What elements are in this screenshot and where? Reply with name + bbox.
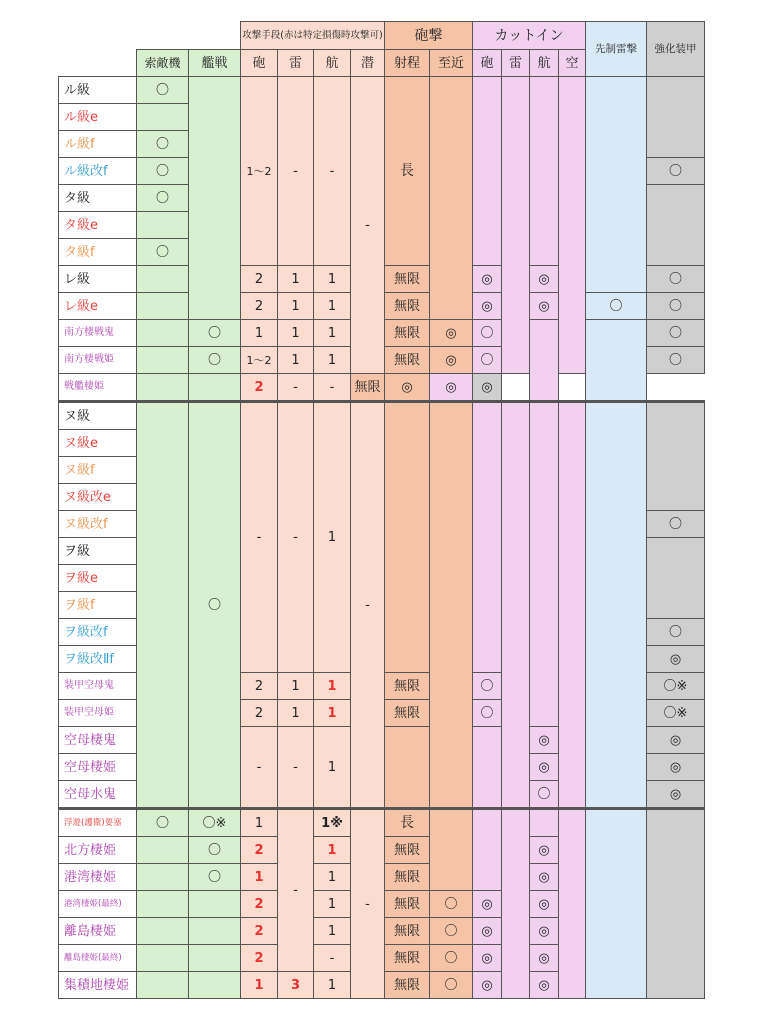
recon-cell <box>137 891 189 918</box>
ship-name: 集積地棲姫 <box>59 972 137 999</box>
attack-torpedo-cell: - <box>278 809 314 972</box>
cutin-sky-cell <box>559 77 586 374</box>
ship-battle-cell <box>189 374 241 402</box>
enhanced-armor-header: 強化装甲 <box>647 22 705 77</box>
armor-cell <box>647 402 705 511</box>
ship-battle-cell: 〇 <box>189 320 241 347</box>
ship-battle-cell: 〇 <box>189 837 241 864</box>
attack-gun-cell: 1〜2 <box>241 77 278 266</box>
attack-torpedo-cell: - <box>278 402 314 673</box>
attack-air-cell: - <box>314 945 351 972</box>
cutin-gun-cell: ◎ <box>473 266 502 293</box>
attack-torpedo-cell: 1 <box>278 673 314 700</box>
cutin-torpedo-cell <box>502 809 530 999</box>
preemptive-torpedo-cell <box>586 809 647 999</box>
attack-gun-cell: 2 <box>241 918 278 945</box>
recon-cell <box>137 347 189 374</box>
close-range-cell: ◎ <box>385 374 430 402</box>
recon-cell <box>137 320 189 347</box>
attack-air-cell: 1※ <box>314 809 351 837</box>
recon-cell <box>137 918 189 945</box>
cutin-air-cell <box>530 320 559 402</box>
ship-name: タ級f <box>59 239 137 266</box>
ship-name: ヌ級e <box>59 430 137 457</box>
range-cell: 無限 <box>385 700 430 727</box>
ship-name: ル級改f <box>59 158 137 185</box>
recon-cell <box>137 374 189 402</box>
cutin-air-cell: ◎ <box>530 837 559 864</box>
shelling-header: 砲撃 <box>385 22 473 50</box>
ship-name: ヲ級改f <box>59 619 137 646</box>
preemptive-torpedo-cell <box>586 402 647 809</box>
cutin-air-cell: ◎ <box>530 945 559 972</box>
ship-name: ヲ級改Ⅱf <box>59 646 137 673</box>
attack-air-cell: - <box>314 77 351 266</box>
recon-plane-header: 索敵機 <box>137 50 189 77</box>
range-cell: 無限 <box>385 972 430 999</box>
cutin-header: カットイン <box>473 22 586 50</box>
armor-cell: ◎ <box>647 754 705 781</box>
ship-battle-cell: 〇 <box>189 402 241 809</box>
ship-name: レ級 <box>59 266 137 293</box>
attack-gun-cell: 2 <box>241 673 278 700</box>
attack-air-header: 航 <box>314 50 351 77</box>
range-cell: 無限 <box>385 864 430 891</box>
attack-torpedo-cell: 1 <box>278 293 314 320</box>
ship-name: タ級e <box>59 212 137 239</box>
ship-battle-cell <box>189 972 241 999</box>
armor-cell <box>647 185 705 266</box>
close-range-cell: 〇 <box>430 945 473 972</box>
range-cell: 無限 <box>385 918 430 945</box>
attack-torpedo-cell: 3 <box>278 972 314 999</box>
cutin-gun-cell <box>473 77 502 266</box>
cutin-air-cell: ◎ <box>530 293 559 320</box>
attack-torpedo-cell: 1 <box>278 320 314 347</box>
armor-cell <box>647 809 705 999</box>
attack-gun-cell: 2 <box>241 700 278 727</box>
recon-cell: 〇 <box>137 158 189 185</box>
armor-cell: 〇※ <box>647 673 705 700</box>
armor-cell: ◎ <box>647 646 705 673</box>
recon-cell <box>137 972 189 999</box>
cutin-air-cell: ◎ <box>530 918 559 945</box>
cutin-air-cell: ◎ <box>530 891 559 918</box>
ship-name: ヌ級 <box>59 402 137 430</box>
attack-torpedo-cell: - <box>278 727 314 809</box>
cutin-gun-cell: ◎ <box>473 945 502 972</box>
recon-cell <box>137 104 189 131</box>
preemptive-torpedo-cell <box>586 320 647 402</box>
close-range-header: 至近 <box>430 50 473 77</box>
armor-cell: 〇 <box>647 347 705 374</box>
cutin-air-cell: 〇 <box>530 781 559 809</box>
ship-name: 離島棲姫 <box>59 918 137 945</box>
close-range-cell: 〇 <box>430 972 473 999</box>
cutin-gun-cell <box>473 727 502 809</box>
attack-air-cell: - <box>314 374 351 402</box>
close-range-cell <box>430 402 473 809</box>
cutin-air-cell: ◎ <box>530 266 559 293</box>
enemy-ship-capability-table <box>58 21 705 999</box>
attack-gun-cell: 2 <box>241 293 278 320</box>
cutin-gun-header: 砲 <box>473 50 502 77</box>
recon-cell <box>137 837 189 864</box>
cutin-gun-cell: ◎ <box>473 891 502 918</box>
attack-torpedo-cell: - <box>278 77 314 266</box>
ship-battle-cell: 〇 <box>189 864 241 891</box>
cutin-gun-cell: ◎ <box>430 374 473 402</box>
armor-cell: 〇 <box>647 619 705 646</box>
armor-cell: 〇 <box>647 158 705 185</box>
attack-sub-header: 潜 <box>351 50 385 77</box>
cutin-air-cell: ◎ <box>530 972 559 999</box>
attack-gun-cell: 1 <box>241 972 278 999</box>
ship-name: 浮遊(護衛)要塞 <box>59 809 137 837</box>
cutin-torpedo-cell <box>502 402 530 809</box>
close-range-cell <box>430 77 473 320</box>
ship-battle-cell <box>189 918 241 945</box>
attack-air-cell: 1 <box>314 700 351 727</box>
cutin-gun-cell: 〇 <box>473 320 502 347</box>
attack-gun-cell: 1 <box>241 320 278 347</box>
range-cell: 無限 <box>385 320 430 347</box>
ship-name: 南方棲戦鬼 <box>59 320 137 347</box>
preemptive-torpedo-cell: 〇 <box>586 293 647 320</box>
attack-gun-cell: 1〜2 <box>241 347 278 374</box>
recon-cell <box>137 212 189 239</box>
range-cell: 無限 <box>351 374 385 402</box>
attack-air-cell: 1 <box>314 918 351 945</box>
cutin-sky-cell <box>559 402 586 809</box>
range-cell: 長 <box>385 77 430 266</box>
ship-name: 装甲空母鬼 <box>59 673 137 700</box>
ship-name: 戦艦棲姫 <box>59 374 137 402</box>
ship-battle-header: 艦戦 <box>189 50 241 77</box>
attack-gun-cell: - <box>241 402 278 673</box>
ship-battle-cell <box>189 945 241 972</box>
cutin-sky-cell <box>559 809 586 999</box>
recon-cell: 〇 <box>137 239 189 266</box>
ship-name: 港湾棲姫(最終) <box>59 891 137 918</box>
ship-name: ヲ級f <box>59 592 137 619</box>
cutin-gun-cell <box>473 402 502 673</box>
cutin-gun-cell: ◎ <box>473 293 502 320</box>
range-cell: 無限 <box>385 347 430 374</box>
armor-cell <box>647 77 705 158</box>
armor-cell: ◎ <box>647 727 705 754</box>
armor-cell: ◎ <box>647 781 705 809</box>
ship-name: 空母棲姫 <box>59 754 137 781</box>
ship-name: 空母棲鬼 <box>59 727 137 754</box>
attack-air-cell: 1 <box>314 673 351 700</box>
attack-air-cell: 1 <box>314 864 351 891</box>
attack-gun-cell: - <box>241 727 278 809</box>
attack-air-cell: 1 <box>314 402 351 673</box>
attack-gun-cell: 1 <box>241 864 278 891</box>
ship-name: ル級f <box>59 131 137 158</box>
cutin-sky-header: 空 <box>559 50 586 77</box>
range-cell: 無限 <box>385 293 430 320</box>
attack-torpedo-header: 雷 <box>278 50 314 77</box>
ship-name: ヲ級 <box>59 538 137 565</box>
ship-name: ヌ級f <box>59 457 137 484</box>
cutin-air-cell: ◎ <box>530 727 559 754</box>
ship-name: 南方棲戦姫 <box>59 347 137 374</box>
attack-torpedo-cell: 1 <box>278 700 314 727</box>
cutin-gun-cell <box>473 809 502 891</box>
armor-cell: 〇※ <box>647 700 705 727</box>
cutin-gun-cell: ◎ <box>473 918 502 945</box>
armor-cell: ◎ <box>473 374 502 402</box>
cutin-air-header: 航 <box>530 50 559 77</box>
attack-torpedo-cell: 1 <box>278 347 314 374</box>
header-blank <box>59 22 241 50</box>
attack-air-cell: 1 <box>314 347 351 374</box>
cutin-torpedo-cell <box>502 77 530 374</box>
attack-gun-cell: 2 <box>241 266 278 293</box>
attack-gun-header: 砲 <box>241 50 278 77</box>
armor-cell: 〇 <box>647 320 705 347</box>
range-cell: 無限 <box>385 673 430 700</box>
attack-torpedo-cell: - <box>278 374 314 402</box>
ship-name: 離島棲姫(最終) <box>59 945 137 972</box>
recon-cell <box>137 945 189 972</box>
cutin-gun-cell: 〇 <box>473 700 502 727</box>
range-cell: 無限 <box>385 266 430 293</box>
attack-gun-cell: 2 <box>241 837 278 864</box>
close-range-cell <box>430 809 473 891</box>
attack-air-cell: 1 <box>314 891 351 918</box>
cutin-gun-cell: 〇 <box>473 347 502 374</box>
close-range-cell: 〇 <box>430 891 473 918</box>
attack-air-cell: 1 <box>314 320 351 347</box>
preemptive-torpedo-header: 先制雷撃 <box>586 22 647 77</box>
range-cell <box>385 402 430 673</box>
ship-name: ヲ級e <box>59 565 137 592</box>
attack-air-cell: 1 <box>314 972 351 999</box>
attack-air-cell: 1 <box>314 727 351 809</box>
preemptive-torpedo-cell <box>586 77 647 293</box>
attack-air-cell: 1 <box>314 266 351 293</box>
attack-sub-cell: - <box>351 402 385 809</box>
ship-name: 空母水鬼 <box>59 781 137 809</box>
recon-cell <box>137 266 189 293</box>
recon-cell: 〇 <box>137 809 189 837</box>
name-col-header <box>59 50 137 77</box>
close-range-cell: ◎ <box>430 320 473 347</box>
attack-sub-cell: - <box>351 77 385 374</box>
armor-cell: 〇 <box>647 511 705 538</box>
close-range-cell: ◎ <box>430 347 473 374</box>
attack-sub-cell: - <box>351 809 385 999</box>
range-cell <box>385 727 430 809</box>
attack-torpedo-cell: 1 <box>278 266 314 293</box>
ship-battle-cell: 〇 <box>189 347 241 374</box>
cutin-air-cell <box>530 402 559 727</box>
range-cell: 無限 <box>385 891 430 918</box>
cutin-air-cell <box>530 809 559 837</box>
recon-cell: 〇 <box>137 185 189 212</box>
recon-cell: 〇 <box>137 131 189 158</box>
recon-cell <box>137 402 189 809</box>
ship-name: 北方棲姫 <box>59 837 137 864</box>
ship-name: ヌ級改f <box>59 511 137 538</box>
range-cell: 長 <box>385 809 430 837</box>
recon-cell <box>137 864 189 891</box>
ship-name: 装甲空母姫 <box>59 700 137 727</box>
recon-cell <box>137 293 189 320</box>
recon-cell: 〇 <box>137 77 189 104</box>
range-cell: 無限 <box>385 945 430 972</box>
ship-battle-cell <box>189 891 241 918</box>
cutin-gun-cell: 〇 <box>473 673 502 700</box>
attack-method-header: 攻撃手段(赤は特定損傷時攻撃可) <box>241 22 385 50</box>
ship-name: ヌ級改e <box>59 484 137 511</box>
cutin-air-cell: ◎ <box>530 864 559 891</box>
attack-gun-cell: 2 <box>241 891 278 918</box>
cutin-air-cell <box>530 77 559 266</box>
ship-battle-cell <box>189 77 241 320</box>
ship-name: レ級e <box>59 293 137 320</box>
ship-name: タ級 <box>59 185 137 212</box>
ship-name: 港湾棲姫 <box>59 864 137 891</box>
cutin-torpedo-header: 雷 <box>502 50 530 77</box>
range-header: 射程 <box>385 50 430 77</box>
attack-gun-cell: 2 <box>241 374 278 402</box>
range-cell: 無限 <box>385 837 430 864</box>
close-range-cell: 〇 <box>430 918 473 945</box>
armor-cell: 〇 <box>647 293 705 320</box>
cutin-air-cell: ◎ <box>530 754 559 781</box>
attack-gun-cell: 1 <box>241 809 278 837</box>
armor-cell <box>647 538 705 619</box>
attack-air-cell: 1 <box>314 837 351 864</box>
ship-name: ル級 <box>59 77 137 104</box>
attack-air-cell: 1 <box>314 293 351 320</box>
armor-cell: 〇 <box>647 266 705 293</box>
cutin-gun-cell: ◎ <box>473 972 502 999</box>
ship-name: ル級e <box>59 104 137 131</box>
ship-battle-cell: 〇※ <box>189 809 241 837</box>
attack-gun-cell: 2 <box>241 945 278 972</box>
